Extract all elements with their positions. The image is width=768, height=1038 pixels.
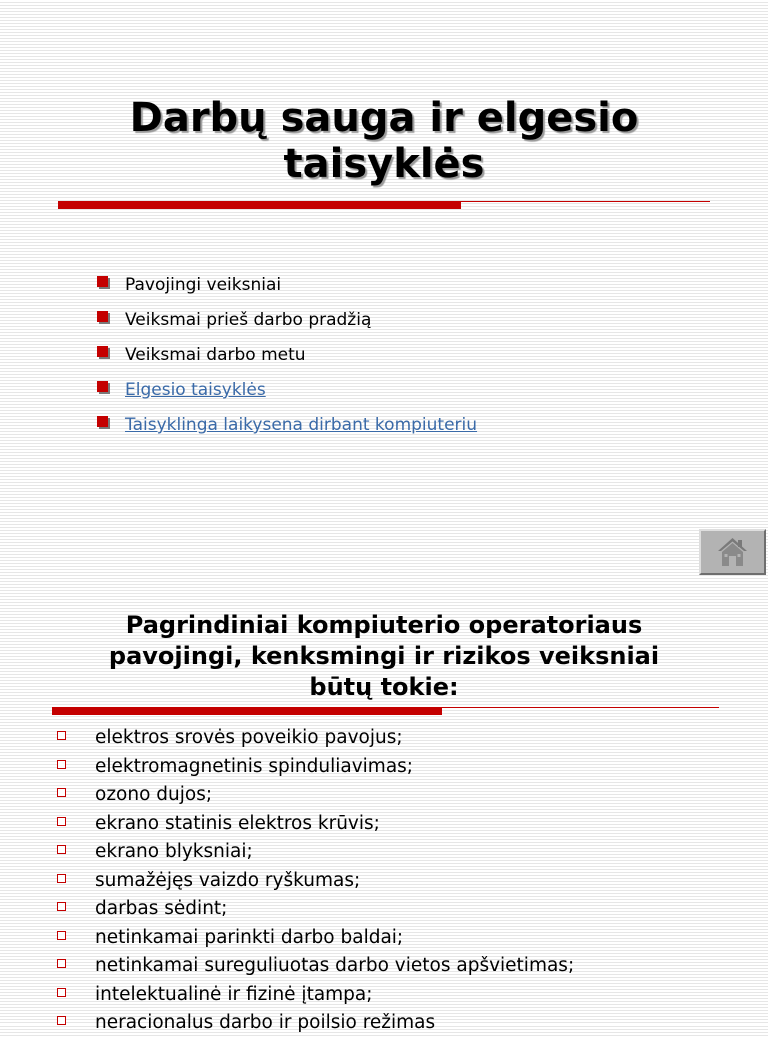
menu-item-hazards[interactable] (97, 272, 477, 307)
topic-menu (97, 272, 477, 447)
list-item: neracionalus darbo ir poilsio režimas (55, 1009, 574, 1038)
list-item: ekrano blyksniai; (55, 838, 574, 867)
heading-divider-thick (52, 707, 442, 715)
hollow-square-bullet-icon (57, 874, 66, 883)
menu-item-label: Veiksmai prieš darbo pradžią (125, 310, 372, 330)
square-bullet-icon (97, 311, 108, 322)
menu-item-before-work[interactable] (97, 307, 477, 342)
hollow-square-bullet-icon (57, 788, 66, 797)
square-bullet-icon (97, 346, 108, 357)
hazard-list (55, 724, 574, 1038)
list-item: elektromagnetinis spinduliavimas; (55, 753, 574, 782)
title-line-1: Pagrindiniai kompiuterio operatoriaus (125, 611, 643, 639)
conduct-rules-link[interactable]: Elgesio taisyklės (125, 380, 266, 400)
title-divider-thick (58, 201, 461, 209)
menu-item-during-work[interactable] (97, 342, 477, 377)
list-item: darbas sėdint; (55, 895, 574, 924)
hollow-square-bullet-icon (57, 902, 66, 911)
square-bullet-icon (97, 276, 108, 287)
title-line-2: taisyklės (283, 141, 485, 187)
title-line-2: pavojingi, kenksmingi ir rizikos veiksniai (108, 642, 660, 670)
hollow-square-bullet-icon (57, 988, 66, 997)
posture-link[interactable]: Taisyklinga laikysena dirbant kompiuteriu (125, 415, 478, 435)
home-button[interactable] (699, 529, 766, 575)
list-item: sumažėjęs vaizdo ryškumas; (55, 867, 574, 896)
hazards-heading (0, 610, 768, 703)
list-item: elektros srovės poveikio pavojus; (55, 724, 574, 753)
menu-item-posture (97, 412, 477, 447)
hollow-square-bullet-icon (57, 931, 66, 940)
title-line-1: Darbų sauga ir elgesio (129, 95, 639, 141)
list-item: ozono dujos; (55, 781, 574, 810)
title-line-3: būtų tokie: (309, 673, 459, 701)
menu-item-conduct-rules (97, 377, 477, 412)
list-item: netinkamai sureguliuotas darbo vietos apšvietimas; (55, 952, 574, 981)
slide-title-heading (0, 95, 768, 187)
list-item: ekrano statinis elektros krūvis; (55, 810, 574, 839)
hollow-square-bullet-icon (57, 731, 66, 740)
list-item: intelektualinė ir fizinė įtampa; (55, 981, 574, 1010)
menu-item-label: Pavojingi veiksniai (125, 275, 282, 295)
slide-hazards (0, 590, 768, 1033)
hollow-square-bullet-icon (57, 845, 66, 854)
square-bullet-icon (97, 381, 108, 392)
home-icon (717, 537, 748, 567)
hollow-square-bullet-icon (57, 817, 66, 826)
hollow-square-bullet-icon (57, 959, 66, 968)
square-bullet-icon (97, 416, 108, 427)
hollow-square-bullet-icon (57, 760, 66, 769)
list-item: netinkamai parinkti darbo baldai; (55, 924, 574, 953)
menu-item-label: Veiksmai darbo metu (125, 345, 306, 365)
